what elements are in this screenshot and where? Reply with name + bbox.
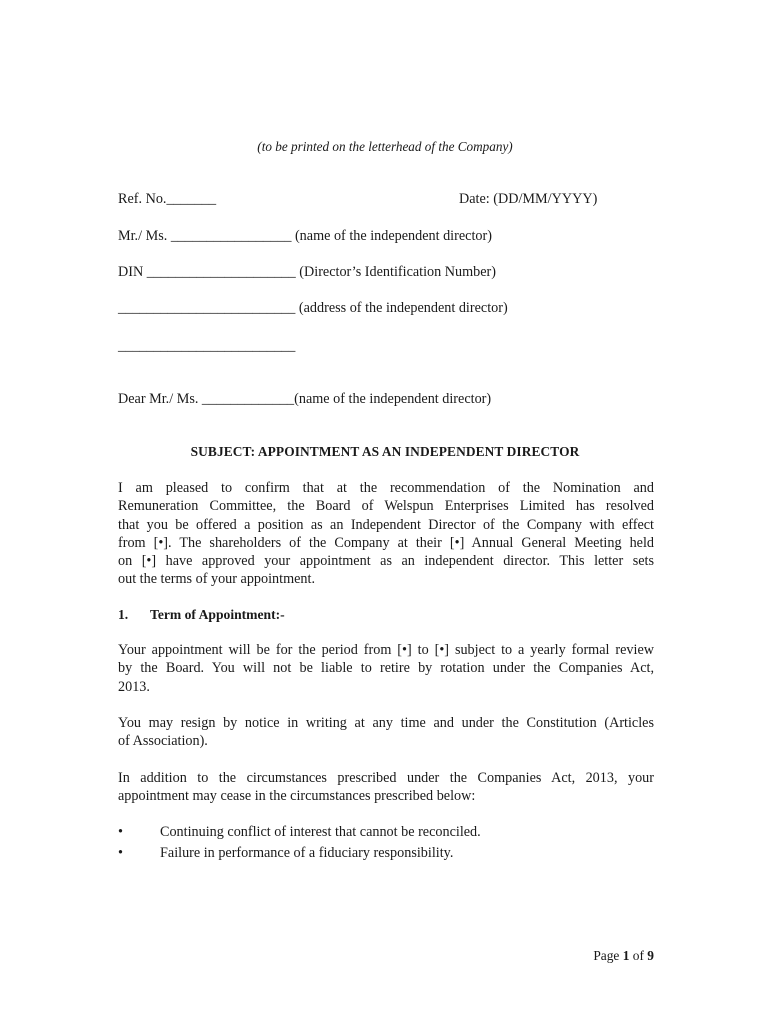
- letterhead-note: (to be printed on the letterhead of the Company): [257, 139, 513, 154]
- cease-line: In addition to the circumstances prescribed under the Companies Act, 2013, your: [118, 770, 654, 786]
- address-field-line-1: _________________________ (address of the independent director): [118, 300, 508, 316]
- section-number: 1.: [118, 607, 129, 622]
- intro-line: that you be offered a position as an Independent Director of the Company with effect: [118, 516, 654, 533]
- cease-paragraph: [118, 769, 654, 806]
- salutation: Dear Mr./ Ms. _____________(name of the independent director): [118, 391, 492, 407]
- subject-heading: SUBJECT: APPOINTMENT AS AN INDEPENDENT DIRECTOR: [190, 444, 580, 459]
- total-pages: 9: [647, 948, 654, 963]
- page-label: Page: [593, 948, 620, 963]
- cease-line: appointment may cease in the circumstances prescribed below:: [118, 788, 476, 805]
- ref-no-field: Ref. No._______: [118, 191, 217, 207]
- intro-paragraph: [118, 479, 654, 589]
- intro-line: out the terms of your appointment.: [118, 571, 316, 588]
- din-field: DIN _____________________ (Director’s Identification Number): [118, 264, 496, 280]
- bullet-icon: •: [118, 824, 123, 840]
- bullet-text: Failure in performance of a fiduciary responsibility.: [160, 845, 454, 861]
- bullet-icon: •: [118, 845, 123, 861]
- term-paragraph: [118, 641, 654, 696]
- resign-paragraph: [118, 714, 654, 751]
- address-field-line-2: _________________________: [118, 338, 296, 354]
- term-line: by the Board. You will not be liable to retire by rotation under the Companies Act,: [118, 660, 654, 677]
- resign-line: You may resign by notice in writing at any time and under the Constitution (Articles: [118, 715, 654, 731]
- term-line: 2013.: [118, 678, 150, 695]
- date-field: Date: (DD/MM/YYYY): [459, 191, 598, 207]
- intro-line: Remuneration Committee, the Board of Welspun Enterprises Limited has resolved: [118, 498, 654, 515]
- intro-line: I am pleased to confirm that at the recommendation of the Nomination and: [118, 480, 654, 496]
- resign-line: of Association).: [118, 733, 208, 750]
- bullet-text: Continuing conflict of interest that cannot be reconciled.: [160, 824, 481, 840]
- page-number: [593, 947, 654, 965]
- intro-line: from [•]. The shareholders of the Company at their [•] Annual General Meeting held: [118, 534, 654, 551]
- term-line: Your appointment will be for the period from [•] to [•] subject to a yearly formal review: [118, 642, 654, 658]
- of-label: of: [632, 948, 644, 963]
- current-page: 1: [622, 948, 630, 963]
- section-title: Term of Appointment:-: [150, 607, 285, 622]
- intro-line: on [•] have approved your appointment as an independent director. This letter sets: [118, 553, 654, 570]
- director-name-field: Mr./ Ms. _________________ (name of the independent director): [118, 228, 492, 244]
